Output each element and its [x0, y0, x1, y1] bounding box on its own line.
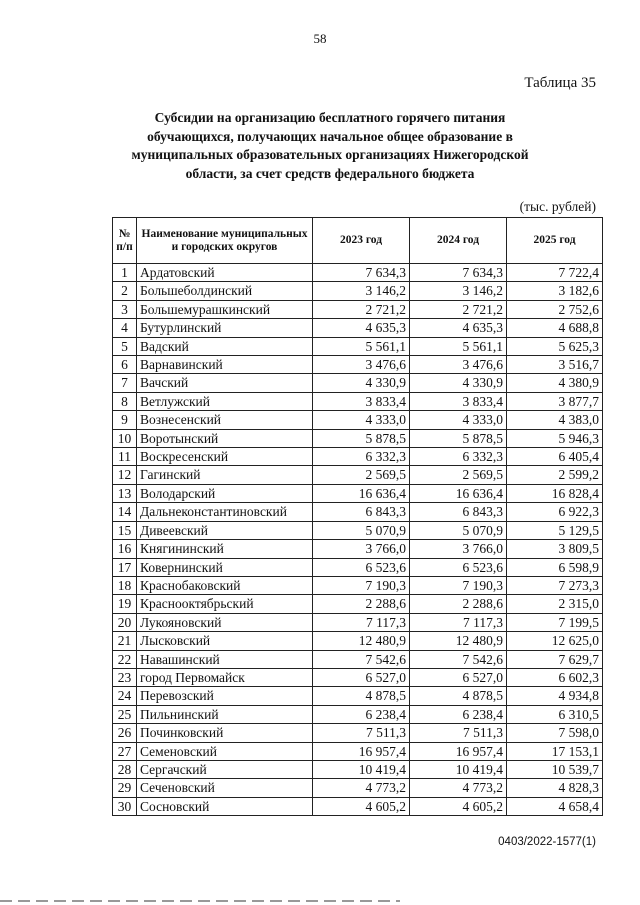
table-row	[113, 337, 603, 355]
district-name: Навашинский	[137, 650, 313, 668]
district-name: Сергачский	[137, 760, 313, 778]
table-row	[113, 540, 603, 558]
value-2025: 7 598,0	[507, 724, 603, 742]
value-2023: 7 542,6	[313, 650, 410, 668]
district-name: Княгининский	[137, 540, 313, 558]
row-number: 21	[113, 632, 137, 650]
table-row	[113, 300, 603, 318]
value-2023: 16 957,4	[313, 742, 410, 760]
row-number: 30	[113, 797, 137, 815]
value-2023: 4 333,0	[313, 411, 410, 429]
row-number: 16	[113, 540, 137, 558]
value-2025: 3 877,7	[507, 392, 603, 410]
header-2025: 2025 год	[507, 218, 603, 264]
table-row	[113, 558, 603, 576]
value-2025: 4 380,9	[507, 374, 603, 392]
value-2024: 4 635,3	[410, 319, 507, 337]
value-2025: 5 946,3	[507, 429, 603, 447]
value-2023: 7 634,3	[313, 264, 410, 282]
value-2024: 4 878,5	[410, 687, 507, 705]
value-2023: 6 527,0	[313, 668, 410, 686]
value-2024: 7 542,6	[410, 650, 507, 668]
title-line: области, за счет средств федерального бюджета	[185, 165, 475, 181]
value-2024: 5 070,9	[410, 521, 507, 539]
page-number: 58	[313, 31, 327, 46]
row-number: 9	[113, 411, 137, 429]
value-2023: 16 636,4	[313, 484, 410, 502]
value-2025: 4 658,4	[507, 797, 603, 815]
value-2023: 6 523,6	[313, 558, 410, 576]
value-2024: 3 146,2	[410, 282, 507, 300]
value-2025: 2 752,6	[507, 300, 603, 318]
value-2023: 4 330,9	[313, 374, 410, 392]
value-2025: 3 809,5	[507, 540, 603, 558]
value-2024: 12 480,9	[410, 632, 507, 650]
district-name: Большеболдинский	[137, 282, 313, 300]
value-2025: 3 182,6	[507, 282, 603, 300]
value-2024: 10 419,4	[410, 760, 507, 778]
value-2023: 6 843,3	[313, 503, 410, 521]
value-2025: 4 383,0	[507, 411, 603, 429]
value-2024: 5 561,1	[410, 337, 507, 355]
table-row	[113, 466, 603, 484]
value-2024: 7 511,3	[410, 724, 507, 742]
district-name: Починковский	[137, 724, 313, 742]
row-number: 13	[113, 484, 137, 502]
district-name: Ардатовский	[137, 264, 313, 282]
value-2024: 2 569,5	[410, 466, 507, 484]
row-number: 12	[113, 466, 137, 484]
district-name: Володарский	[137, 484, 313, 502]
value-2023: 6 332,3	[313, 448, 410, 466]
row-number: 8	[113, 392, 137, 410]
value-2025: 5 129,5	[507, 521, 603, 539]
value-2024: 3 476,6	[410, 356, 507, 374]
value-2025: 6 602,3	[507, 668, 603, 686]
table-row	[113, 779, 603, 797]
row-number: 26	[113, 724, 137, 742]
title-line: Субсидии на организацию бесплатного горячего питания	[154, 110, 506, 125]
table-row	[113, 724, 603, 742]
value-2025: 7 629,7	[507, 650, 603, 668]
value-2023: 4 878,5	[313, 687, 410, 705]
table-row	[113, 411, 603, 429]
value-2023: 7 511,3	[313, 724, 410, 742]
district-name: Вачский	[137, 374, 313, 392]
value-2024: 6 238,4	[410, 705, 507, 723]
value-2025: 6 598,9	[507, 558, 603, 576]
table-row	[113, 668, 603, 686]
value-2023: 4 635,3	[313, 319, 410, 337]
document-code: 0403/2022-1577(1)	[498, 836, 596, 848]
value-2023: 2 721,2	[313, 300, 410, 318]
table-label: Таблица 35	[524, 75, 596, 91]
district-name: город Первомайск	[137, 668, 313, 686]
value-2023: 5 561,1	[313, 337, 410, 355]
value-2023: 2 569,5	[313, 466, 410, 484]
table-row	[113, 650, 603, 668]
row-number: 17	[113, 558, 137, 576]
value-2025: 12 625,0	[507, 632, 603, 650]
footer-scan-line	[0, 900, 400, 902]
value-2023: 3 476,6	[313, 356, 410, 374]
row-number: 23	[113, 668, 137, 686]
district-name: Гагинский	[137, 466, 313, 484]
value-2025: 5 625,3	[507, 337, 603, 355]
table-row	[113, 595, 603, 613]
value-2025: 6 922,3	[507, 503, 603, 521]
table-row	[113, 282, 603, 300]
row-number: 22	[113, 650, 137, 668]
row-number: 18	[113, 576, 137, 594]
district-name: Ковернинский	[137, 558, 313, 576]
district-name: Сеченовский	[137, 779, 313, 797]
table-row	[113, 760, 603, 778]
header-2024: 2024 год	[410, 218, 507, 264]
district-name: Ветлужский	[137, 392, 313, 410]
district-name: Варнавинский	[137, 356, 313, 374]
district-name: Дальнеконстантиновский	[137, 503, 313, 521]
value-2024: 7 117,3	[410, 613, 507, 631]
row-number: 6	[113, 356, 137, 374]
row-number: 10	[113, 429, 137, 447]
value-2025: 7 722,4	[507, 264, 603, 282]
table-row	[113, 392, 603, 410]
value-2024: 4 605,2	[410, 797, 507, 815]
value-2023: 5 070,9	[313, 521, 410, 539]
value-2024: 5 878,5	[410, 429, 507, 447]
value-2023: 3 146,2	[313, 282, 410, 300]
title-line: муниципальных образовательных организациях Нижегородской	[131, 147, 529, 162]
value-2024: 4 333,0	[410, 411, 507, 429]
district-name: Вознесенский	[137, 411, 313, 429]
value-2025: 2 315,0	[507, 595, 603, 613]
row-number: 11	[113, 448, 137, 466]
value-2023: 7 190,3	[313, 576, 410, 594]
value-2024: 6 843,3	[410, 503, 507, 521]
row-number: 3	[113, 300, 137, 318]
value-2024: 16 957,4	[410, 742, 507, 760]
district-name: Краснооктябрьский	[137, 595, 313, 613]
value-2023: 2 288,6	[313, 595, 410, 613]
row-number: 7	[113, 374, 137, 392]
table-row	[113, 448, 603, 466]
table-row	[113, 742, 603, 760]
row-number: 25	[113, 705, 137, 723]
table-row	[113, 687, 603, 705]
value-2024: 6 332,3	[410, 448, 507, 466]
district-name: Вадский	[137, 337, 313, 355]
value-2024: 7 634,3	[410, 264, 507, 282]
row-number: 27	[113, 742, 137, 760]
value-2025: 4 688,8	[507, 319, 603, 337]
units-note: (тыс. рублей)	[519, 199, 596, 214]
district-name: Бутурлинский	[137, 319, 313, 337]
table-row	[113, 632, 603, 650]
table-header-row	[113, 218, 603, 264]
value-2024: 3 833,4	[410, 392, 507, 410]
value-2024: 7 190,3	[410, 576, 507, 594]
district-name: Краснобаковский	[137, 576, 313, 594]
value-2025: 6 310,5	[507, 705, 603, 723]
district-name: Воротынский	[137, 429, 313, 447]
table-row	[113, 356, 603, 374]
value-2024: 6 527,0	[410, 668, 507, 686]
value-2023: 10 419,4	[313, 760, 410, 778]
row-number: 5	[113, 337, 137, 355]
value-2023: 3 766,0	[313, 540, 410, 558]
table-row	[113, 503, 603, 521]
value-2023: 4 773,2	[313, 779, 410, 797]
table-row	[113, 576, 603, 594]
table-row	[113, 797, 603, 815]
row-number: 4	[113, 319, 137, 337]
title-line: обучающихся, получающих начальное общее образование в	[147, 128, 513, 144]
value-2025: 6 405,4	[507, 448, 603, 466]
row-number: 20	[113, 613, 137, 631]
district-name: Воскресенский	[137, 448, 313, 466]
value-2025: 10 539,7	[507, 760, 603, 778]
value-2024: 4 330,9	[410, 374, 507, 392]
table-row	[113, 705, 603, 723]
district-name: Лысковский	[137, 632, 313, 650]
district-name: Сосновский	[137, 797, 313, 815]
row-number: 28	[113, 760, 137, 778]
row-number: 14	[113, 503, 137, 521]
district-name: Перевозский	[137, 687, 313, 705]
value-2023: 6 238,4	[313, 705, 410, 723]
value-2023: 12 480,9	[313, 632, 410, 650]
value-2025: 2 599,2	[507, 466, 603, 484]
value-2024: 3 766,0	[410, 540, 507, 558]
value-2024: 16 636,4	[410, 484, 507, 502]
value-2025: 4 828,3	[507, 779, 603, 797]
header-name: Наименование муниципальных и городских округов	[137, 218, 313, 264]
district-name: Семеновский	[137, 742, 313, 760]
table-row	[113, 521, 603, 539]
row-number: 29	[113, 779, 137, 797]
row-number: 1	[113, 264, 137, 282]
value-2025: 17 153,1	[507, 742, 603, 760]
value-2024: 2 721,2	[410, 300, 507, 318]
table-body	[113, 264, 603, 816]
value-2025: 7 273,3	[507, 576, 603, 594]
table-row	[113, 264, 603, 282]
value-2025: 3 516,7	[507, 356, 603, 374]
district-name: Дивеевский	[137, 521, 313, 539]
row-number: 15	[113, 521, 137, 539]
value-2025: 4 934,8	[507, 687, 603, 705]
document-title	[100, 109, 560, 183]
table-row	[113, 319, 603, 337]
table-row	[113, 484, 603, 502]
subsidies-table	[112, 217, 603, 816]
table-row	[113, 374, 603, 392]
value-2024: 4 773,2	[410, 779, 507, 797]
value-2024: 2 288,6	[410, 595, 507, 613]
value-2024: 6 523,6	[410, 558, 507, 576]
row-number: 2	[113, 282, 137, 300]
district-name: Лукояновский	[137, 613, 313, 631]
value-2025: 7 199,5	[507, 613, 603, 631]
district-name: Пильнинский	[137, 705, 313, 723]
header-2023: 2023 год	[313, 218, 410, 264]
value-2023: 7 117,3	[313, 613, 410, 631]
value-2023: 3 833,4	[313, 392, 410, 410]
table-row	[113, 429, 603, 447]
table-row	[113, 613, 603, 631]
district-name: Большемурашкинский	[137, 300, 313, 318]
value-2025: 16 828,4	[507, 484, 603, 502]
value-2023: 4 605,2	[313, 797, 410, 815]
row-number: 24	[113, 687, 137, 705]
value-2023: 5 878,5	[313, 429, 410, 447]
header-num: № п/п	[113, 218, 137, 264]
row-number: 19	[113, 595, 137, 613]
